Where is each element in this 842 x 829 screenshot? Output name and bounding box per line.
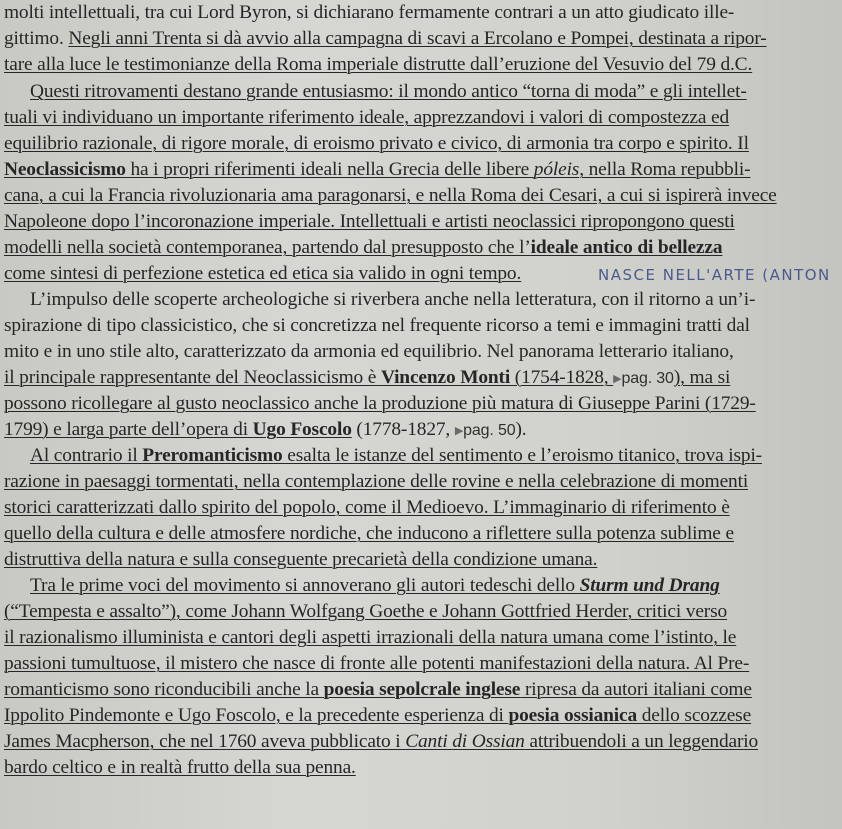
- underlined-text: Napoleone dopo l’incoronazione imperiale. Intellettuali e artisti neoclassici ripropongono questi: [4, 211, 735, 232]
- page-reference[interactable]: pag. 30: [621, 370, 674, 387]
- term-poesia-sepolcrale: poesia sepolcrale inglese: [323, 679, 521, 700]
- underlined-text: dello scozzese: [637, 705, 752, 726]
- underlined-text: romanticismo sono riconducibili anche la: [4, 679, 324, 700]
- underlined-text: ), ma si: [673, 367, 731, 388]
- underlined-text: James Macpherson, che nel 1760 aveva pubblicato i: [4, 731, 406, 752]
- term-ideale-antico: ideale antico di bellezza: [530, 237, 723, 258]
- triangle-right-icon: ▶: [454, 425, 464, 437]
- text-line: [30, 573, 720, 599]
- text-line: [4, 599, 727, 625]
- text-line: [4, 339, 734, 365]
- italic-term: póleis: [533, 159, 580, 180]
- text-line: [4, 495, 730, 521]
- term-poesia-ossianica: poesia ossianica: [508, 705, 637, 726]
- underlined-text: il principale rappresentante del Neoclassicismo è: [4, 367, 381, 388]
- text-run: mito e in uno stile alto, caratterizzato da armonia ed equilibrio. Nel panorama letterario italiano,: [4, 341, 734, 362]
- text-line: [4, 729, 758, 755]
- text-line: [4, 52, 752, 78]
- text-line: [30, 79, 747, 105]
- underlined-text: cana, a cui la Francia rivoluzionaria ama paragonarsi, e nella Roma dei Cesari, a cui si ispirerà invece: [4, 185, 777, 206]
- text-line: [4, 0, 734, 26]
- text-line: [4, 391, 756, 417]
- page-reference[interactable]: pag. 50: [463, 422, 516, 439]
- author-foscolo: Ugo Foscolo: [252, 419, 352, 440]
- term-preromanticismo: Preromanticismo: [142, 445, 283, 466]
- text-line: [4, 235, 722, 261]
- text-run: spirazione di tipo classicistico, che si concretizza nel frequente ricorso a temi e immagini tratti dal: [4, 315, 750, 336]
- text-line: [4, 365, 730, 392]
- underlined-text: quello della cultura e delle atmosfere nordiche, che inducono a riflettere sulla potenza sublime e: [4, 523, 734, 544]
- text-run: L’impulso delle scoperte archeologiche si riverbera anche nella letteratura, con il ritorno a un’i-: [30, 289, 756, 310]
- underlined-text: 1799) e larga parte dell’opera di: [4, 419, 253, 440]
- text-line: [4, 131, 749, 157]
- text-line: [30, 443, 762, 469]
- text-line: [4, 261, 521, 287]
- text-line: [4, 26, 767, 52]
- underlined-text: , nella Roma repubbli-: [579, 159, 751, 180]
- text-line: [4, 677, 752, 703]
- text-line: [30, 287, 755, 313]
- text-line: [4, 703, 751, 729]
- underlined-text: Al contrario il: [30, 445, 143, 466]
- underlined-text: attribuendoli a un leggendario: [524, 731, 759, 752]
- underlined-text: razione in paesaggi tormentati, nella contemplazione delle rovine e nella celebrazione di momenti: [4, 471, 749, 492]
- text-line: [4, 417, 526, 444]
- italic-title: Canti di Ossian: [405, 731, 525, 752]
- text-run: molti intellettuali, tra cui Lord Byron, si dichiarano fermamente contrari a un atto giudicato ille-: [4, 2, 735, 23]
- underlined-text: ha i propri riferimenti ideali nella Grecia delle libere: [125, 159, 534, 180]
- underlined-text: possono ricollegare al gusto neoclassico anche la produzione più matura di Giuseppe Parini (1729-: [4, 393, 756, 414]
- text-line: [4, 183, 777, 209]
- underlined-text: il razionalismo illuminista e cantori degli aspetti irrazionali della natura umana come l’istinto, le: [4, 627, 737, 648]
- underlined-text: Questi ritrovamenti destano grande entusiasmo: il mondo antico “torna di moda” e gli intellet-: [30, 81, 747, 102]
- underlined-text: (“Tempesta e assalto”), come Johann Wolfgang Goethe e Johann Gottfried Herder, critici verso: [4, 601, 728, 622]
- author-monti: Vincenzo Monti: [380, 367, 511, 388]
- underlined-text: Negli anni Trenta si dà avvio alla campagna di scavi a Ercolano e Pompei, destinata a ripor-: [68, 28, 767, 49]
- term-sturm-und-drang: [580, 575, 720, 596]
- text-run: gittimo.: [4, 28, 69, 49]
- text-line: [4, 625, 736, 651]
- underlined-text: distruttiva della natura e sulla conseguente precarietà della condizione umana.: [4, 549, 598, 570]
- text-line: [4, 105, 729, 131]
- underlined-text: tuali vi individuano un importante riferimento ideale, apprezzandovi i valori di compostezza ed: [4, 107, 730, 128]
- text-line: [4, 313, 750, 339]
- handwritten-note: NASCE NELL'ARTE (ANTON: [598, 266, 831, 284]
- underlined-text: come sintesi di perfezione estetica ed etica sia valido in ogni tempo.: [4, 263, 522, 284]
- text-line: [4, 157, 750, 183]
- text-line: [4, 755, 356, 781]
- underlined-text: Ippolito Pindemonte e Ugo Foscolo, e la precedente esperienza di: [4, 705, 509, 726]
- underlined-text: Tra le prime voci del movimento si annoverano gli autori tedeschi dello: [30, 575, 580, 596]
- text-run: (1778-1827,: [351, 419, 455, 440]
- text-run: ).: [515, 419, 527, 440]
- underlined-text: ripresa da autori italiani come: [520, 679, 752, 700]
- text-line: [4, 651, 749, 677]
- text-line: [4, 209, 735, 235]
- underlined-text: modelli nella società contemporanea, partendo dal presupposto che l’: [4, 237, 531, 258]
- text-line: [4, 469, 748, 495]
- term-neoclassicismo: Neoclassicismo: [4, 159, 126, 180]
- underlined-text: tare alla luce le testimonianze della Roma imperiale distrutte dall’eruzione del Vesuvio del 79 d.C.: [4, 54, 753, 75]
- italic-term: Sturm und Drang: [579, 575, 720, 596]
- underlined-text: passioni tumultuose, il mistero che nasce di fronte alle potenti manifestazioni della natura. Al Pre-: [4, 653, 750, 674]
- underlined-text: (1754-1828,: [510, 367, 614, 388]
- underlined-text: equilibrio razionale, di rigore morale, di eroismo privato e civico, di armonia tra corpo e spirito. Il: [4, 133, 749, 154]
- text-line: [4, 521, 734, 547]
- triangle-right-icon: ▶: [613, 373, 622, 385]
- underlined-text: esalta le istanze del sentimento e l’eroismo titanico, trova ispi-: [282, 445, 762, 466]
- underlined-text: bardo celtico e in realtà frutto della sua penna.: [4, 757, 356, 778]
- text-line: [4, 547, 597, 573]
- underlined-text: storici caratterizzati dallo spirito del popolo, come il Medioevo. L’immaginario di riferimento è: [4, 497, 730, 518]
